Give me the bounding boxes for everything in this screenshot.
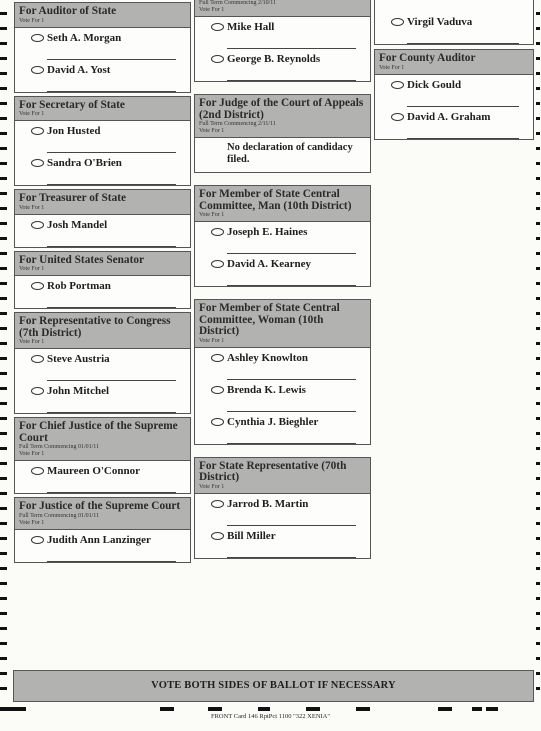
vote-for-label: Vote For 1 bbox=[199, 7, 225, 13]
vote-for-label: Vote For 1 bbox=[19, 17, 45, 24]
contest-header bbox=[15, 498, 190, 530]
vote-oval-icon[interactable] bbox=[391, 81, 404, 89]
candidate-name: Joseph E. Haines bbox=[227, 226, 308, 238]
timing-mark bbox=[0, 672, 7, 675]
timing-mark bbox=[536, 177, 540, 180]
contest bbox=[14, 497, 191, 563]
candidate-name: Virgil Vaduva bbox=[407, 16, 473, 28]
contest-header bbox=[375, 50, 533, 75]
timing-mark bbox=[0, 462, 7, 465]
divider-line bbox=[227, 557, 356, 558]
contest-title: For Treasurer of State bbox=[19, 192, 126, 204]
vote-oval-icon[interactable] bbox=[211, 532, 224, 540]
contest-title: For State Representative (70th District) bbox=[199, 459, 347, 483]
timing-mark bbox=[0, 567, 7, 570]
contest-title: For Representative to Congress (7th District) bbox=[19, 315, 171, 339]
timing-mark bbox=[258, 707, 270, 711]
timing-mark bbox=[0, 402, 7, 405]
candidate-name: Seth A. Morgan bbox=[47, 31, 122, 44]
candidate-option[interactable] bbox=[195, 17, 370, 49]
vote-for-label: Vote For 1 bbox=[199, 483, 225, 490]
candidate-option[interactable] bbox=[15, 381, 190, 413]
column-2 bbox=[194, 0, 371, 559]
timing-mark bbox=[536, 462, 540, 465]
vote-oval-icon[interactable] bbox=[211, 418, 224, 426]
timing-mark bbox=[0, 222, 7, 225]
timing-mark bbox=[0, 27, 7, 30]
timing-mark bbox=[536, 267, 540, 270]
timing-mark bbox=[0, 42, 7, 45]
vote-oval-icon[interactable] bbox=[31, 536, 44, 544]
divider-line bbox=[47, 307, 176, 308]
contest-header bbox=[15, 97, 190, 122]
vote-oval-icon[interactable] bbox=[211, 354, 224, 362]
candidate-name: Bill Miller bbox=[227, 529, 276, 542]
divider-line bbox=[407, 138, 519, 139]
divider-line bbox=[407, 43, 519, 44]
contest-header bbox=[15, 313, 190, 349]
divider-line bbox=[47, 412, 176, 413]
candidate-name: David A. Kearney bbox=[227, 258, 312, 270]
timing-mark bbox=[0, 162, 7, 165]
vote-for-label: Vote For 1 bbox=[379, 64, 405, 71]
contest-header bbox=[195, 186, 370, 222]
candidate-name: Jarrod B. Martin bbox=[227, 497, 309, 510]
timing-mark bbox=[0, 537, 7, 540]
timing-mark bbox=[0, 522, 7, 525]
candidate-name: Steve Austria bbox=[47, 353, 110, 365]
timing-mark bbox=[536, 687, 540, 690]
timing-mark bbox=[536, 357, 540, 360]
candidate-option[interactable] bbox=[375, 12, 533, 44]
vote-oval-icon[interactable] bbox=[211, 260, 224, 268]
no-candidate-note: No declaration of candidacy filed. bbox=[227, 142, 353, 165]
timing-mark bbox=[0, 707, 26, 711]
vote-for-label: Vote For 1 bbox=[199, 128, 225, 134]
timing-mark bbox=[472, 707, 482, 711]
timing-mark bbox=[536, 657, 540, 660]
candidate-option[interactable] bbox=[195, 412, 370, 444]
contest-title: For Auditor of State bbox=[19, 5, 117, 17]
timing-mark bbox=[536, 222, 540, 225]
term-note: Full Term Commencing 01/01/11 bbox=[19, 512, 100, 519]
candidate-option[interactable] bbox=[15, 121, 190, 153]
candidate-name: Mike Hall bbox=[227, 21, 275, 33]
candidate-name: Judith Ann Lanzinger bbox=[47, 533, 151, 546]
divider-line bbox=[47, 91, 176, 92]
timing-mark bbox=[536, 327, 540, 330]
timing-mark bbox=[536, 87, 540, 90]
contest-header bbox=[15, 418, 190, 461]
divider-line bbox=[47, 561, 176, 562]
timing-mark bbox=[0, 132, 7, 135]
timing-mark bbox=[0, 87, 7, 90]
timing-mark bbox=[536, 102, 540, 105]
candidate-name: Ashley Knowlton bbox=[227, 351, 308, 364]
vote-oval-icon[interactable] bbox=[211, 386, 224, 394]
timing-mark bbox=[0, 657, 7, 660]
timing-mark bbox=[0, 627, 7, 630]
candidate-name: David A. Yost bbox=[47, 63, 111, 76]
timing-mark bbox=[0, 282, 7, 285]
contest-continued bbox=[194, 0, 371, 82]
timing-mark bbox=[438, 707, 452, 711]
timing-mark bbox=[536, 537, 540, 540]
contest-header bbox=[15, 252, 190, 277]
candidate-option[interactable] bbox=[15, 28, 190, 60]
candidate-name: Sandra O'Brien bbox=[47, 157, 122, 169]
divider-line bbox=[227, 443, 356, 444]
candidate-option[interactable] bbox=[15, 530, 190, 562]
timing-mark bbox=[0, 72, 7, 75]
vote-oval-icon[interactable] bbox=[211, 500, 224, 508]
timing-mark bbox=[536, 237, 540, 240]
timing-mark bbox=[536, 477, 540, 480]
timing-mark bbox=[0, 267, 7, 270]
banner-text: VOTE BOTH SIDES OF BALLOT IF NECESSARY bbox=[151, 680, 396, 691]
timing-mark bbox=[0, 327, 7, 330]
divider-line bbox=[47, 492, 176, 493]
contest bbox=[194, 94, 371, 173]
timing-mark bbox=[536, 432, 540, 435]
candidate-name: Dick Gould bbox=[407, 78, 462, 91]
timing-mark bbox=[536, 417, 540, 420]
contest-title: For Member of State Central Committee, Woman (10th District) bbox=[199, 302, 340, 337]
divider-line bbox=[227, 285, 356, 286]
contest-title: For Judge of the Court of Appeals (2nd District) bbox=[199, 97, 364, 121]
candidate-name: Maureen O'Connor bbox=[47, 465, 140, 477]
vote-for-label: Vote For 1 bbox=[199, 212, 225, 218]
timing-mark bbox=[0, 432, 7, 435]
contest bbox=[14, 189, 191, 248]
vote-oval-icon[interactable] bbox=[31, 66, 44, 74]
contest-title: For United States Senator bbox=[19, 253, 144, 266]
candidate-name: George B. Reynolds bbox=[227, 53, 321, 65]
timing-mark bbox=[0, 342, 7, 345]
timing-mark bbox=[0, 117, 7, 120]
timing-mark bbox=[0, 492, 7, 495]
candidate-option[interactable] bbox=[195, 494, 370, 526]
vote-oval-icon[interactable] bbox=[211, 55, 224, 63]
vote-oval-icon[interactable] bbox=[211, 23, 224, 31]
ballot-footer: FRONT Card 146 RptPct 1100 "322 XENIA" bbox=[210, 713, 331, 720]
candidate-option[interactable] bbox=[195, 380, 370, 412]
vote-oval-icon[interactable] bbox=[391, 113, 404, 121]
contest-continued bbox=[374, 0, 534, 45]
timing-mark bbox=[0, 12, 7, 15]
timing-mark bbox=[536, 642, 540, 645]
timing-mark bbox=[0, 357, 7, 360]
timing-mark bbox=[536, 162, 540, 165]
candidate-name: John Mitchel bbox=[47, 385, 110, 397]
contest bbox=[194, 185, 371, 287]
vote-for-label: Vote For 1 bbox=[19, 451, 45, 457]
candidate-name: Cynthia J. Bieghler bbox=[227, 415, 319, 428]
timing-mark bbox=[536, 72, 540, 75]
candidate-option[interactable] bbox=[195, 526, 370, 558]
timing-mark bbox=[0, 252, 7, 255]
timing-mark bbox=[536, 12, 540, 15]
contest bbox=[14, 2, 191, 93]
timing-mark bbox=[0, 552, 7, 555]
timing-mark bbox=[486, 707, 498, 711]
timing-mark bbox=[536, 147, 540, 150]
candidate-option[interactable] bbox=[15, 60, 190, 92]
divider-line bbox=[47, 246, 176, 247]
candidate-option[interactable] bbox=[15, 461, 190, 493]
timing-mark bbox=[0, 597, 7, 600]
candidate-name: Brenda K. Lewis bbox=[227, 383, 306, 396]
contest-header bbox=[15, 3, 190, 28]
timing-mark bbox=[536, 507, 540, 510]
timing-mark bbox=[0, 57, 7, 60]
timing-mark bbox=[0, 507, 7, 510]
timing-mark bbox=[0, 297, 7, 300]
candidate-option[interactable] bbox=[15, 349, 190, 381]
timing-mark bbox=[536, 387, 540, 390]
timing-mark bbox=[208, 707, 222, 711]
timing-mark bbox=[536, 492, 540, 495]
term-note: Full Term Commencing 2/10/11 bbox=[199, 0, 277, 6]
timing-mark bbox=[536, 372, 540, 375]
candidate-name: Josh Mandel bbox=[47, 218, 108, 231]
timing-mark bbox=[536, 252, 540, 255]
column-3 bbox=[374, 0, 534, 140]
timing-mark bbox=[536, 42, 540, 45]
timing-mark bbox=[536, 612, 540, 615]
vote-oval-icon[interactable] bbox=[31, 467, 44, 475]
vote-oval-icon[interactable] bbox=[391, 18, 404, 26]
contest bbox=[14, 417, 191, 494]
timing-mark bbox=[536, 627, 540, 630]
candidate-name: David A. Graham bbox=[407, 110, 491, 123]
timing-mark bbox=[0, 147, 7, 150]
timing-mark bbox=[0, 237, 7, 240]
candidate-name: Rob Portman bbox=[47, 280, 111, 292]
contest bbox=[374, 49, 534, 140]
candidate-option[interactable] bbox=[15, 276, 190, 308]
candidate-option[interactable] bbox=[15, 153, 190, 185]
timing-mark bbox=[536, 207, 540, 210]
contest bbox=[194, 457, 371, 559]
timing-mark bbox=[536, 27, 540, 30]
contest bbox=[194, 299, 371, 445]
contest-title: For Member of State Central Committee, Man (10th District) bbox=[199, 188, 352, 212]
timing-mark bbox=[536, 522, 540, 525]
timing-mark bbox=[536, 192, 540, 195]
divider-line bbox=[47, 184, 176, 185]
candidate-option[interactable] bbox=[195, 222, 370, 254]
candidate-option[interactable] bbox=[375, 107, 533, 139]
timing-mark bbox=[536, 597, 540, 600]
candidate-name: Jon Husted bbox=[47, 125, 101, 137]
candidate-option[interactable] bbox=[195, 49, 370, 81]
vote-oval-icon[interactable] bbox=[211, 228, 224, 236]
timing-mark bbox=[536, 582, 540, 585]
candidate-option[interactable] bbox=[195, 348, 370, 380]
timing-mark bbox=[0, 177, 7, 180]
timing-mark bbox=[536, 402, 540, 405]
timing-mark bbox=[0, 192, 7, 195]
contest-header bbox=[195, 95, 370, 138]
contest-header bbox=[195, 0, 370, 17]
candidate-option[interactable] bbox=[195, 254, 370, 286]
timing-mark bbox=[0, 642, 7, 645]
contest-header bbox=[195, 300, 370, 348]
timing-mark bbox=[306, 707, 320, 711]
vote-oval-icon[interactable] bbox=[31, 387, 44, 395]
timing-mark bbox=[536, 567, 540, 570]
timing-mark bbox=[0, 207, 7, 210]
vote-for-label: Vote For 1 bbox=[19, 111, 45, 117]
term-note: Full Term Commencing 2/11/11 bbox=[199, 121, 276, 127]
contest-header bbox=[195, 458, 370, 494]
timing-mark bbox=[536, 672, 540, 675]
timing-mark bbox=[0, 612, 7, 615]
candidate-option[interactable] bbox=[375, 75, 533, 107]
column-1 bbox=[14, 0, 191, 563]
vote-for-label: Vote For 1 bbox=[19, 519, 45, 526]
timing-mark bbox=[0, 687, 7, 690]
timing-mark bbox=[536, 447, 540, 450]
vote-for-label: Vote For 1 bbox=[19, 266, 45, 272]
timing-mark bbox=[536, 117, 540, 120]
timing-mark bbox=[0, 417, 7, 420]
candidate-option[interactable] bbox=[15, 215, 190, 247]
timing-mark bbox=[0, 372, 7, 375]
timing-mark bbox=[536, 282, 540, 285]
vote-oval-icon[interactable] bbox=[31, 355, 44, 363]
timing-mark bbox=[536, 57, 540, 60]
contest-title: For Justice of the Supreme Court bbox=[19, 500, 181, 512]
timing-mark bbox=[0, 312, 7, 315]
timing-mark bbox=[536, 552, 540, 555]
contest bbox=[14, 96, 191, 187]
timing-mark bbox=[0, 582, 7, 585]
contest-title: For Secretary of State bbox=[19, 98, 125, 111]
vote-oval-icon[interactable] bbox=[31, 127, 44, 135]
vote-for-label: Vote For 1 bbox=[19, 204, 45, 211]
contest-title: For Chief Justice of the Supreme Court bbox=[19, 420, 178, 444]
timing-mark bbox=[356, 707, 370, 711]
timing-mark bbox=[0, 387, 7, 390]
contest bbox=[14, 312, 191, 414]
vote-for-label: Vote For 1 bbox=[19, 339, 45, 345]
term-note: Full Term Commencing 01/01/11 bbox=[19, 444, 100, 450]
vote-oval-icon[interactable] bbox=[31, 34, 44, 42]
vote-oval-icon[interactable] bbox=[31, 221, 44, 229]
timing-mark bbox=[0, 477, 7, 480]
timing-mark bbox=[536, 297, 540, 300]
timing-mark bbox=[0, 102, 7, 105]
contest-header bbox=[15, 190, 190, 215]
vote-both-sides-banner bbox=[13, 670, 534, 702]
vote-for-label: Vote For 1 bbox=[199, 337, 225, 344]
timing-mark bbox=[160, 707, 174, 711]
contest-title: For County Auditor bbox=[379, 52, 476, 64]
timing-mark bbox=[536, 132, 540, 135]
vote-oval-icon[interactable] bbox=[31, 159, 44, 167]
timing-mark bbox=[536, 312, 540, 315]
timing-mark bbox=[0, 447, 7, 450]
timing-mark bbox=[536, 342, 540, 345]
vote-oval-icon[interactable] bbox=[31, 282, 44, 290]
contest bbox=[14, 251, 191, 310]
divider-line bbox=[227, 80, 356, 81]
